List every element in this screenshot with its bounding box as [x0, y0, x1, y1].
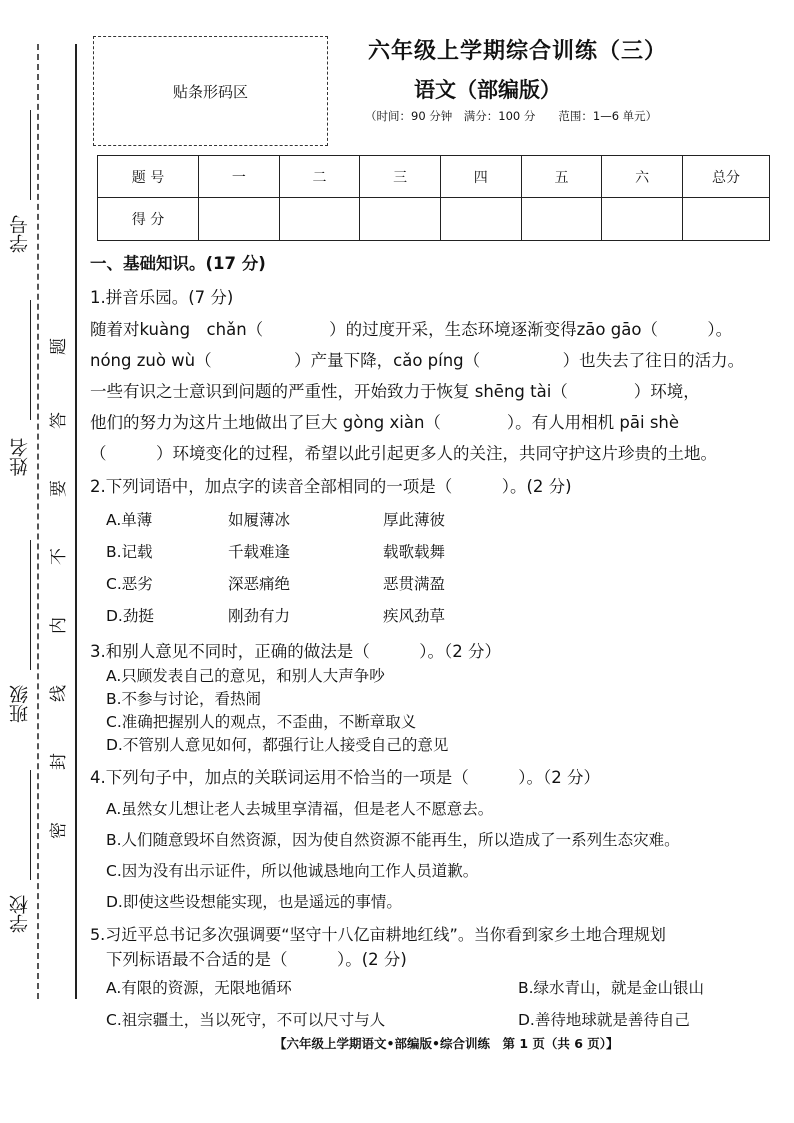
- q3-option: A.只顾发表自己的意见，和别人大声争吵: [106, 667, 385, 685]
- score-cell: 总分: [683, 156, 770, 198]
- q5-option: C.祖宗疆土，当以死守，不可以尺寸与人: [106, 1011, 386, 1029]
- q1-line: 一些有识之士意识到问题的严重性，开始致力于恢复 shēng tài（ ）环境，: [90, 382, 700, 401]
- seal-char: 封: [49, 753, 69, 770]
- seal-char: 不: [49, 548, 69, 565]
- q4-option: C.因为没有出示证件，所以他诚恳地向工作人员道歉。: [106, 862, 479, 880]
- student-id-label: 学号: [9, 215, 31, 253]
- score-input[interactable]: [683, 198, 770, 241]
- student-id-blank[interactable]: [30, 110, 31, 200]
- score-input[interactable]: [521, 198, 602, 241]
- barcode-area: [93, 36, 328, 146]
- q1-line: （ ）环境变化的过程，希望以此引起更多人的关注，共同守护这片珍贵的土地。: [90, 444, 717, 463]
- page-subtitle: 语文（部编版）: [414, 78, 561, 102]
- score-input[interactable]: [279, 198, 360, 241]
- section-heading: 一、基础知识。(17 分): [90, 254, 266, 273]
- seal-char: 答: [49, 412, 69, 429]
- q2-option: D.劲挺: [106, 607, 154, 625]
- q4-option: B.人们随意毁坏自然资源，因为使自然资源不能再生，所以造成了一系列生态灾难。: [106, 831, 680, 849]
- q2-option: A.单薄: [106, 511, 153, 529]
- seal-char: 要: [49, 480, 69, 497]
- q2-word: 载歌载舞: [383, 543, 446, 561]
- score-input[interactable]: [440, 198, 521, 241]
- q4-option: D.即使这些设想能实现，也是遥远的事情。: [106, 893, 402, 911]
- score-cell: 三: [360, 156, 441, 198]
- q5-option: B.绿水青山，就是金山银山: [518, 979, 705, 997]
- class-blank[interactable]: [30, 540, 31, 670]
- q2-word: 恶贯满盈: [383, 575, 446, 593]
- exam-meta: （时间：90 分钟 满分：100 分 范围：1—6 单元）: [365, 109, 658, 123]
- class-label: 班级: [9, 685, 31, 723]
- q2-word: 千载难逢: [228, 543, 291, 561]
- seal-char: 密: [49, 822, 69, 839]
- score-input[interactable]: [602, 198, 683, 241]
- q3-title: 3.和别人意见不同时，正确的做法是（ ）。（2 分）: [90, 642, 501, 661]
- page-title: 六年级上学期综合训练（三）: [368, 39, 668, 64]
- score-table-header-row: [98, 156, 770, 198]
- q5-title: 5.习近平总书记多次强调要“坚守十八亿亩耕地红线”。当你看到家乡土地合理规划: [90, 925, 666, 944]
- score-input[interactable]: [199, 198, 280, 241]
- name-label: 姓名: [9, 438, 31, 476]
- seal-line: [75, 44, 77, 999]
- score-cell: 四: [440, 156, 521, 198]
- q1-line: 随着对kuàng chǎn（ ）的过度开采，生态环境逐渐变得zāo gāo（ ）。: [90, 320, 733, 339]
- q3-option: C.准确把握别人的观点，不歪曲，不断章取义: [106, 713, 417, 731]
- score-cell-label: 得 分: [98, 198, 199, 241]
- score-table-score-row: [98, 198, 770, 241]
- q2-word: 如履薄冰: [228, 511, 291, 529]
- score-input[interactable]: [360, 198, 441, 241]
- binding-dashed-line: [37, 44, 39, 999]
- school-label: 学校: [9, 895, 31, 933]
- score-table: [97, 155, 770, 241]
- score-cell: 一: [199, 156, 280, 198]
- q2-word: 厚此薄彼: [383, 511, 446, 529]
- score-cell: 二: [279, 156, 360, 198]
- school-blank[interactable]: [30, 770, 31, 880]
- seal-char: 线: [49, 685, 69, 702]
- q3-option: B.不参与讨论，看热闹: [106, 690, 262, 708]
- q2-word: 刚劲有力: [228, 607, 291, 625]
- q1-line: nóng zuò wù（ ）产量下降，cǎo píng（ ）也失去了往日的活力。: [90, 351, 745, 370]
- barcode-label: 贴条形码区: [172, 82, 248, 101]
- q2-option: C.恶劣: [106, 575, 153, 593]
- q2-title: 2.下列词语中，加点字的读音全部相同的一项是（ ）。(2 分): [90, 477, 572, 496]
- seal-char: 内: [49, 617, 69, 634]
- q4-option: A.虽然女儿想让老人去城里享清福，但是老人不愿意去。: [106, 800, 494, 818]
- score-cell: 五: [521, 156, 602, 198]
- q4-title: 4.下列句子中，加点的关联词运用不恰当的一项是（ ）。（2 分）: [90, 768, 600, 787]
- q2-option: B.记载: [106, 543, 153, 561]
- score-cell: 六: [602, 156, 683, 198]
- seal-char: 题: [49, 338, 69, 355]
- q5-option: D.善待地球就是善待自己: [518, 1011, 690, 1029]
- q5-option: A.有限的资源，无限地循环: [106, 979, 292, 997]
- q1-line: 他们的努力为这片土地做出了巨大 gòng xiàn（ ）。有人用相机 pāi shè: [90, 413, 680, 432]
- score-cell-label: 题 号: [98, 156, 199, 198]
- q2-word: 疾风劲草: [383, 607, 446, 625]
- page-footer: 【六年级上学期语文•部编版•综合训练 第 1 页（共 6 页）】: [274, 1036, 619, 1051]
- q1-title: 1.拼音乐园。(7 分): [90, 288, 234, 307]
- q2-word: 深恶痛绝: [228, 575, 291, 593]
- q5-title-cont: 下列标语最不合适的是（ ）。(2 分): [106, 950, 407, 969]
- name-blank[interactable]: [30, 300, 31, 420]
- q3-option: D.不管别人意见如何，都强行让人接受自己的意见: [106, 736, 449, 754]
